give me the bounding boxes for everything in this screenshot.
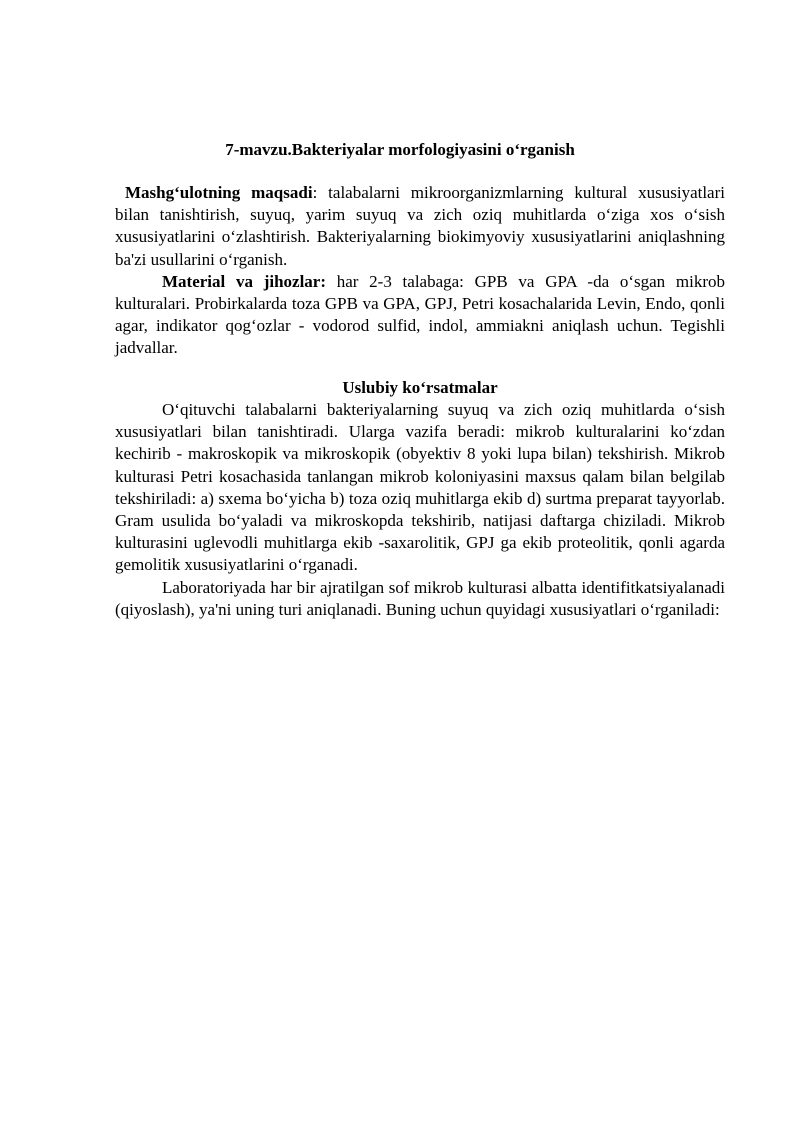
document-title: 7-mavzu.Bakteriyalar morfologiyasini o‘rganish <box>225 140 575 159</box>
materials-label: Material va jihozlar: <box>162 271 327 291</box>
section-title: Uslubiy ko‘rsatmalar <box>342 378 498 397</box>
goal-paragraph <box>115 182 725 271</box>
materials-paragraph <box>115 271 725 360</box>
instructions-block <box>115 399 725 621</box>
materials-text: har 2-3 talabaga: GPB va GPA -da o‘sgan mikrob kulturalari. Probirkalarda toza GPB va GPA, GPJ, Petri kosachalarida Levin, Endo, qonli agar, indikator qog‘ozlar - vodorod sulfid, indol, ammiakni aniqlash uchun. Tegishli jadvallar. <box>115 271 726 358</box>
instructions-paragraph-1: O‘qituvchi talabalarni bakteriyalarning suyuq va zich oziq muhitlarda o‘sish xususiyatlari bilan tanishtiradi. Ularga vazifa beradi: mikrob kulturalarini ko‘zdan kechirib - makroskopik va mikroskopik (obyektiv 8 yoki lupa bilan) tekshirish. Mikrob kulturasi Petri kosachasida tanlangan mikrob koloniyasini maxsus qalam bilan belgilab tekshiriladi: a) sxema bo‘yicha b) toza oziq muhitlarga ekib d) surtma preparat tayyorlab. Gram usulida bo‘yaladi va mikroskopda tekshirib, natijasi daftarga chiziladi. Mikrob kulturasini uglevodli muhitlarga ekib -saxarolitik, GPJ ga ekib proteolitik, qonli agarda gemolitik xususiyatlarini o‘rganadi. <box>115 400 725 575</box>
intro-block <box>115 182 725 360</box>
goal-label: Mashg‘ulotning maqsadi <box>125 183 313 202</box>
goal-text: : talabalarni mikroorganizmlarning kultural xususiyatlari bilan tanishtirish, suyuq, yarim suyuq va zich oziq muhitlarda o‘ziga xos o‘sish xususiyatlarini o‘zlashtirish. Bakteriyalarning biokimyoviy xususiyatlarini aniqlashning ba'zi usullarini o‘rganish. <box>115 183 725 269</box>
instructions-paragraph-2: Laboratoriyada har bir ajratilgan sof mikrob kulturasi albatta identifitkatsiyalanadi (qiyoslash), ya'ni uning turi aniqlanadi. Buning uchun quyidagi xususiyatlari o‘rganiladi: <box>115 577 725 619</box>
